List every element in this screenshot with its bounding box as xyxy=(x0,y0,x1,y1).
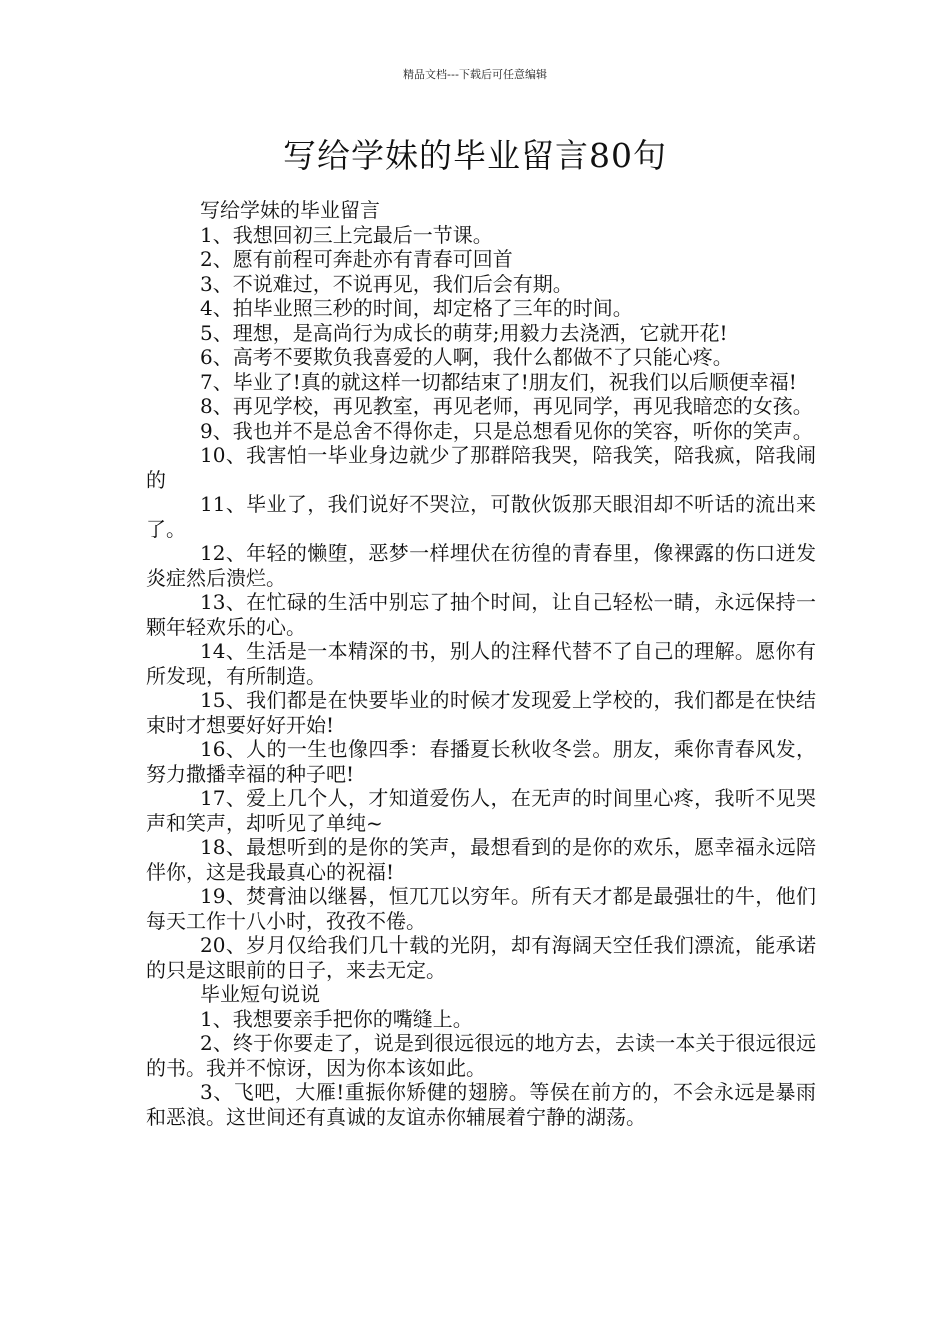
message-item: 18、最想听到的是你的笑声，最想看到的是你的欢乐，愿幸福永远陪伴你，这是我最真心的祝福! xyxy=(146,835,816,884)
message-item: 8、再见学校，再见教室，再见老师，再见同学，再见我暗恋的女孩。 xyxy=(200,394,813,418)
message-item: 19、焚膏油以继晷，恒兀兀以穷年。所有天才都是最强壮的牛，他们每天工作十八小时，孜孜不倦。 xyxy=(146,884,816,933)
message-item: 6、高考不要欺负我喜爱的人啊，我什么都做不了只能心疼。 xyxy=(200,345,733,369)
message-item: 2、终于你要走了，说是到很远很远的地方去，去读一本关于很远很远的书。我并不惊讶，因为你本该如此。 xyxy=(146,1031,816,1080)
message-item: 2、愿有前程可奔赴亦有青春可回首 xyxy=(200,247,513,271)
message-item: 9、我也并不是总舍不得你走，只是总想看见你的笑容，听你的笑声。 xyxy=(200,418,813,443)
message-item: 3、不说难过，不说再见，我们后会有期。 xyxy=(200,271,573,296)
message-item: 15、我们都是在快要毕业的时候才发现爱上学校的，我们都是在快结束时才想要好好开始! xyxy=(146,688,816,737)
message-item: 13、在忙碌的生活中别忘了抽个时间，让自己轻松一睛，永远保持一颗年轻欢乐的心。 xyxy=(146,590,816,639)
message-item: 11、毕业了，我们说好不哭泣，可散伙饭那天眼泪却不听话的流出来了。 xyxy=(146,492,816,541)
message-item: 14、生活是一本精深的书，别人的注释代替不了自己的理解。愿你有所发现，有所制造。 xyxy=(146,639,816,688)
section-heading: 毕业短句说说 xyxy=(200,982,320,1006)
message-item: 16、人的一生也像四季：春播夏长秋收冬尝。朋友，乘你青春风发，努力撒播幸福的种子吧! xyxy=(146,737,816,786)
section-heading: 写给学妹的毕业留言 xyxy=(200,198,380,222)
message-item: 17、爱上几个人，才知道爱伤人，在无声的时间里心疼，我听不见哭声和笑声，却听见了单纯~ xyxy=(146,786,816,835)
message-item: 3、飞吧，大雁!重振你矫健的翅膀。等侯在前方的，不会永远是暴雨和恶浪。这世间还有真诚的友谊赤你辅展着宁静的湖荡。 xyxy=(146,1080,816,1129)
message-item: 20、岁月仅给我们几十载的光阴，却有海阔天空任我们漂流，能承诺的只是这眼前的日子，来去无定。 xyxy=(146,933,816,982)
message-item: 5、理想，是高尚行为成长的萌芽;用毅力去浇洒，它就开花! xyxy=(200,320,728,345)
message-item: 4、拍毕业照三秒的时间，却定格了三年的时间。 xyxy=(200,296,633,320)
message-item: 7、毕业了!真的就这样一切都结束了!朋友们，祝我们以后顺便幸福! xyxy=(200,369,797,394)
message-item: 1、我想回初三上完最后一节课。 xyxy=(200,222,493,247)
document-title: 写给学妹的毕业留言80句 xyxy=(283,136,667,175)
message-item: 12、年轻的懒堕，恶梦一样埋伏在彷徨的青春里，像裸露的伤口迸发炎症然后溃烂。 xyxy=(146,541,816,590)
message-item: 1、我想要亲手把你的嘴缝上。 xyxy=(200,1006,473,1031)
message-item: 10、我害怕一毕业身边就少了那群陪我哭，陪我笑，陪我疯，陪我闹的 xyxy=(146,443,816,492)
document-body xyxy=(146,198,816,1129)
header-note: 精品文档---下载后可任意编辑 xyxy=(403,68,547,81)
